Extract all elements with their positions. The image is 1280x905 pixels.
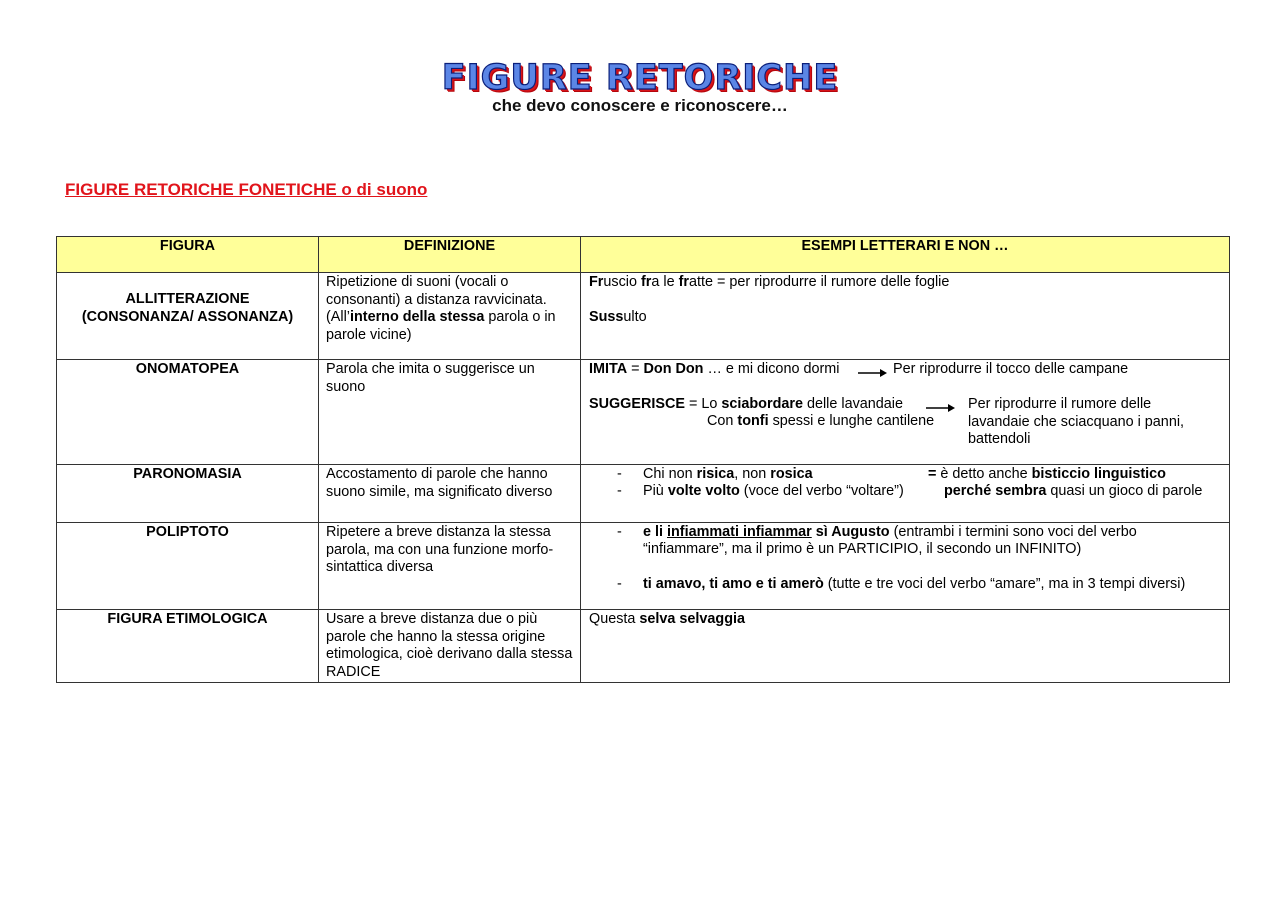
bullet: - bbox=[617, 524, 622, 540]
example-bold: ti amavo, ti amo e ti amerò bbox=[643, 576, 824, 592]
bullet: - bbox=[617, 466, 622, 482]
example-underlined: infiammati infiammar bbox=[667, 524, 812, 540]
definizione-cell: Accostamento di parole che hanno suono simile, ma significato diverso bbox=[319, 465, 581, 523]
example-text: uscio bbox=[603, 274, 641, 290]
example-text: a le bbox=[651, 274, 679, 290]
esempi-cell bbox=[581, 523, 1230, 610]
example-text: ulto bbox=[623, 308, 647, 325]
example-text: è detto anche bbox=[936, 466, 1032, 482]
alliteration-bold: Suss bbox=[589, 308, 624, 325]
imita-line bbox=[589, 361, 839, 379]
table-header-row bbox=[57, 237, 1230, 273]
list-item-continued: “infiammare”, ma il primo è un PARTICIPIO, il secondo un INFINITO) bbox=[643, 541, 1082, 557]
table-row bbox=[57, 523, 1230, 610]
figura-cell: FIGURA ETIMOLOGICA bbox=[57, 610, 319, 683]
example-bold: rosica bbox=[770, 466, 813, 482]
example-text: quasi un gioco di parole bbox=[1046, 483, 1203, 499]
list-item bbox=[643, 483, 904, 501]
figures-table bbox=[56, 236, 1230, 683]
figura-cell bbox=[57, 273, 319, 360]
example-bold: Don Don bbox=[643, 361, 704, 377]
example-bold: tonfi bbox=[737, 413, 769, 429]
figura-cell: PARONOMASIA bbox=[57, 465, 319, 523]
note-line bbox=[944, 483, 1202, 501]
definizione-cell: Ripetere a breve distanza la stessa parola, ma con una funzione morfo-sintattica diversa bbox=[319, 523, 581, 610]
figura-cell: POLIPTOTO bbox=[57, 523, 319, 610]
alliteration-bold: fr bbox=[641, 274, 652, 290]
example-bold: volte volto bbox=[667, 483, 740, 499]
example-text: … e mi dicono dormi bbox=[703, 361, 840, 377]
column-header-figura: FIGURA bbox=[57, 237, 319, 273]
example-text: spessi e lunghe cantilene bbox=[768, 413, 935, 429]
page-subtitle: che devo conoscere e riconoscere… bbox=[492, 96, 788, 115]
example-bold: sciabordare bbox=[721, 396, 803, 412]
example-text: = Lo bbox=[684, 396, 722, 412]
esempi-cell bbox=[581, 610, 1230, 683]
example-text: (entrambi i termini sono voci del verbo bbox=[889, 524, 1137, 540]
result-line: battendoli bbox=[968, 431, 1031, 447]
arrow-right-icon bbox=[926, 403, 956, 413]
example-text: (voce del verbo “voltare”) bbox=[739, 483, 904, 499]
suggerisce-line-2 bbox=[707, 413, 934, 431]
table-row bbox=[57, 273, 1230, 360]
definizione-bold: interno della stessa bbox=[349, 309, 485, 325]
example-text: atte = per riprodurre il rumore delle foglie bbox=[689, 274, 950, 290]
example-bold: perché sembra bbox=[944, 483, 1047, 499]
table-row bbox=[57, 360, 1230, 465]
bullet: - bbox=[617, 483, 622, 499]
result-line: lavandaie che sciacquano i panni, bbox=[968, 413, 1185, 430]
alliteration-bold: fr bbox=[678, 274, 690, 290]
definizione-cell bbox=[319, 273, 581, 360]
definizione-text-2: parola o in parole vicine) bbox=[326, 309, 556, 343]
example-text: (tutte e tre voci del verbo “amare”, ma in 3 tempi diversi) bbox=[823, 576, 1186, 592]
example-text: Chi non bbox=[643, 466, 697, 482]
example-bold: bisticcio linguistico bbox=[1031, 466, 1166, 482]
table-row bbox=[57, 610, 1230, 683]
column-header-definizione: DEFINIZIONE bbox=[319, 237, 581, 273]
suggerisce-label: SUGGERISCE bbox=[589, 396, 685, 412]
example-line bbox=[589, 309, 1221, 327]
table-row bbox=[57, 465, 1230, 523]
example-text: , non bbox=[734, 466, 771, 482]
example-text: Questa bbox=[589, 611, 640, 627]
list-item bbox=[643, 466, 813, 484]
example-bold: sì Augusto bbox=[811, 524, 890, 540]
definizione-text: Ripetizione di suoni (vocali o consonanti) a distanza ravvicinata. (All’ bbox=[326, 274, 547, 325]
example-line bbox=[589, 274, 1221, 292]
example-text: Più bbox=[643, 483, 668, 499]
definizione-cell: Usare a breve distanza due o più parole che hanno la stessa origine etimologica, cioè derivano dalla stessa RADICE bbox=[319, 610, 581, 683]
section-heading: FIGURE RETORICHE FONETICHE o di suono bbox=[65, 180, 428, 199]
page-title: FIGURE RETORICHE bbox=[441, 58, 839, 98]
column-header-esempi: ESEMPI LETTERARI E NON … bbox=[581, 237, 1230, 273]
definizione-cell: Parola che imita o suggerisce un suono bbox=[319, 360, 581, 465]
example-bold: = bbox=[928, 466, 937, 482]
example-bold: selva selvaggia bbox=[639, 611, 746, 627]
figura-subname: (CONSONANZA/ ASSONANZA) bbox=[81, 308, 294, 325]
list-item bbox=[643, 576, 1185, 594]
list-item bbox=[643, 524, 1137, 542]
suggerisce-result bbox=[968, 396, 1184, 449]
esempi-cell bbox=[581, 360, 1230, 465]
example-bold: risica bbox=[696, 466, 735, 482]
bullet: - bbox=[617, 576, 622, 592]
suggerisce-line bbox=[589, 396, 903, 414]
esempi-cell bbox=[581, 273, 1230, 360]
example-text: delle lavandaie bbox=[802, 396, 903, 412]
esempi-cell bbox=[581, 465, 1230, 523]
result-line: Per riprodurre il rumore delle bbox=[968, 396, 1152, 412]
note-line bbox=[928, 466, 1166, 484]
alliteration-bold: Fr bbox=[589, 274, 604, 290]
figura-cell: ONOMATOPEA bbox=[57, 360, 319, 465]
example-text: = bbox=[627, 361, 644, 377]
imita-label: IMITA bbox=[589, 361, 628, 377]
example-bold: e li bbox=[643, 524, 667, 540]
imita-result: Per riprodurre il tocco delle campane bbox=[893, 361, 1129, 377]
example-text: Con bbox=[707, 413, 738, 429]
arrow-right-icon bbox=[858, 368, 888, 378]
figura-name: ALLITTERAZIONE bbox=[125, 291, 250, 307]
